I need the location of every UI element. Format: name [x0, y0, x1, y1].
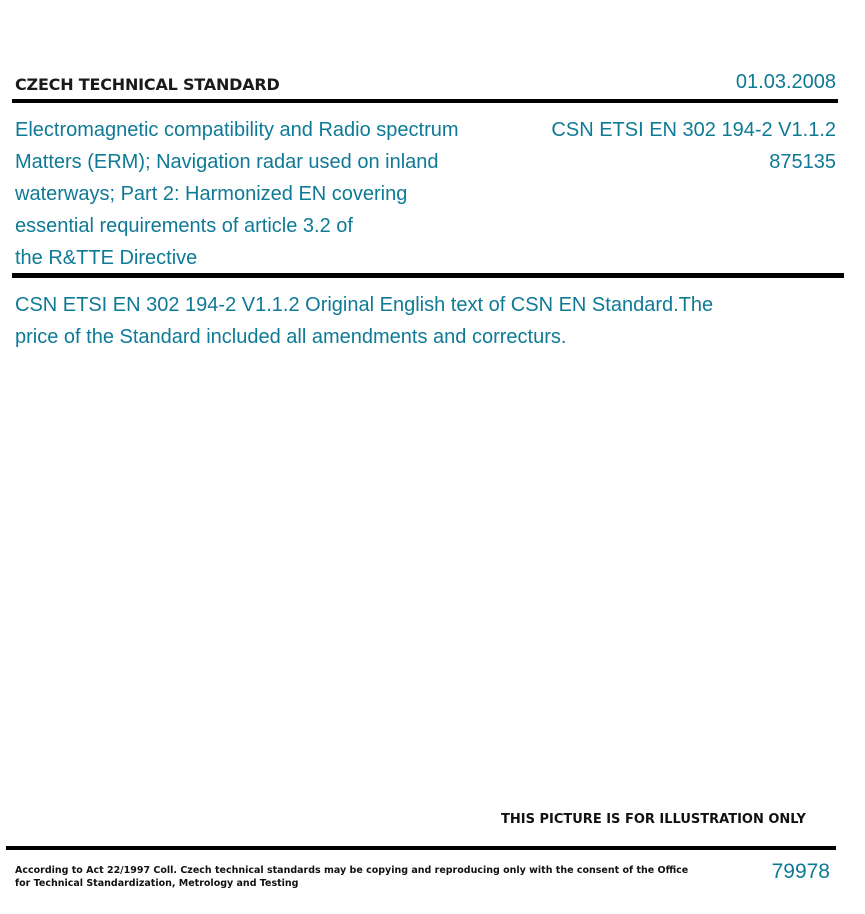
legal-notice: [15, 864, 689, 890]
catalog-number: 875135: [769, 151, 836, 173]
document-type-label: CZECH TECHNICAL STANDARD: [15, 75, 280, 94]
description-line: CSN ETSI EN 302 194-2 V1.1.2 Original English text of CSN EN Standard.The: [15, 294, 714, 316]
header-divider: [12, 99, 838, 103]
description-line: price of the Standard included all amendments and correcturs.: [15, 326, 567, 348]
standard-code: CSN ETSI EN 302 194-2 V1.1.2: [551, 119, 836, 141]
title-line: waterways; Part 2: Harmonized EN covering: [15, 183, 408, 205]
title-line: Electromagnetic compatibility and Radio spectrum: [15, 119, 459, 141]
document-id: 79978: [771, 860, 830, 883]
standard-title: [15, 114, 505, 274]
footer-divider: [6, 846, 836, 850]
standard-identifiers: [551, 114, 836, 178]
illustration-disclaimer: THIS PICTURE IS FOR ILLUSTRATION ONLY: [501, 812, 806, 827]
publication-date: 01.03.2008: [735, 71, 836, 93]
title-line: the R&TTE Directive: [15, 247, 198, 269]
legal-line: for Technical Standardization, Metrology and Testing: [15, 878, 299, 889]
title-line: Matters (ERM); Navigation radar used on inland: [15, 151, 439, 173]
title-line: essential requirements of article 3.2 of: [15, 215, 353, 237]
standard-description: [15, 289, 805, 353]
title-divider: [12, 273, 844, 278]
legal-line: According to Act 22/1997 Coll. Czech technical standards may be copying and reproducing only with the consent of the Office: [15, 865, 689, 876]
